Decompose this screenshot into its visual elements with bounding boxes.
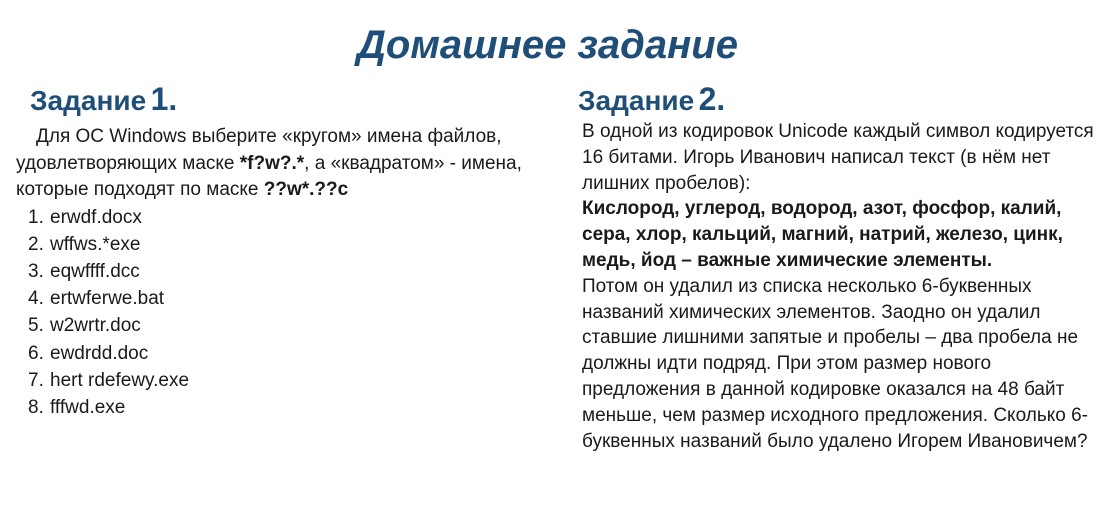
list-item-filename: ewdrdd.doc [50,342,149,364]
list-item-number: 7. [28,369,44,391]
list-item [28,340,561,367]
task1-intro [16,124,561,204]
list-item-number: 6. [28,342,44,364]
list-item-number: 8. [28,396,44,418]
list-item-number: 3. [28,260,44,282]
list-item [28,231,561,258]
list-item-filename: eqwffff.dcc [50,260,140,282]
task1-intro-text-1: Для ОС Windows выберите «кругом» имена файлов, удовлетворяющих маске [16,126,502,174]
list-item-number: 2. [28,233,44,255]
file-name-list [16,204,561,422]
list-item-filename: hert rdefewy.exe [50,369,190,391]
task2-quoted-text: Кислород, углерод, водород, азот, фосфор, калий, сера, хлор, кальций, магний, натрий, железо, цинк, медь, йод – важные химические элементы. [582,198,1063,271]
task1-heading [30,82,177,123]
task2-question: Потом он удалил из списка несколько 6-буквенных названий химических элементов. Заодно он удалил ставшие лишними запятые и пробелы – два пробела не должны идти подряд. При этом размер нового предложения в данной кодировке оказался на 48 байт меньше, чем размер исходного предложения. Сколько 6-буквенных названий было удалено Игорем Ивановичем? [582,275,1088,452]
task1-body [16,124,561,421]
task2-intro: В одной из кодировок Unicode каждый символ кодируется 16 битами. Игорь Иванович написал текст (в нём нет лишних пробелов): [582,121,1094,194]
list-item [28,312,561,339]
list-item-filename: fffwd.exe [50,396,126,418]
list-item-number: 1. [28,206,44,228]
task1-mask-1: *f?w?.* [239,152,305,174]
list-item-number: 4. [28,288,44,310]
page-title: Домашнее задание [357,23,738,67]
task1-mask-2: ??w*.??c [263,179,349,200]
list-item [28,394,561,421]
task1-intro-text-2: , а «квадратом» - имена, которые подходят по маске [16,152,522,200]
task2-body [582,119,1107,454]
task2-heading [578,82,725,123]
task2-heading-number: 2. [698,81,726,117]
task1-heading-number: 1. [150,81,178,117]
task1-heading-word: Задание [30,85,147,116]
list-item [28,285,561,312]
list-item-filename: w2wrtr.doc [50,315,141,337]
list-item-number: 5. [28,315,44,337]
task2-heading-word: Задание [578,85,695,116]
list-item-filename: wffws.*exe [50,233,141,255]
list-item-filename: erwdf.docx [50,206,142,228]
list-item-filename: ertwferwe.bat [50,288,165,310]
list-item [28,367,561,394]
list-item [28,258,561,285]
list-item [28,204,561,231]
